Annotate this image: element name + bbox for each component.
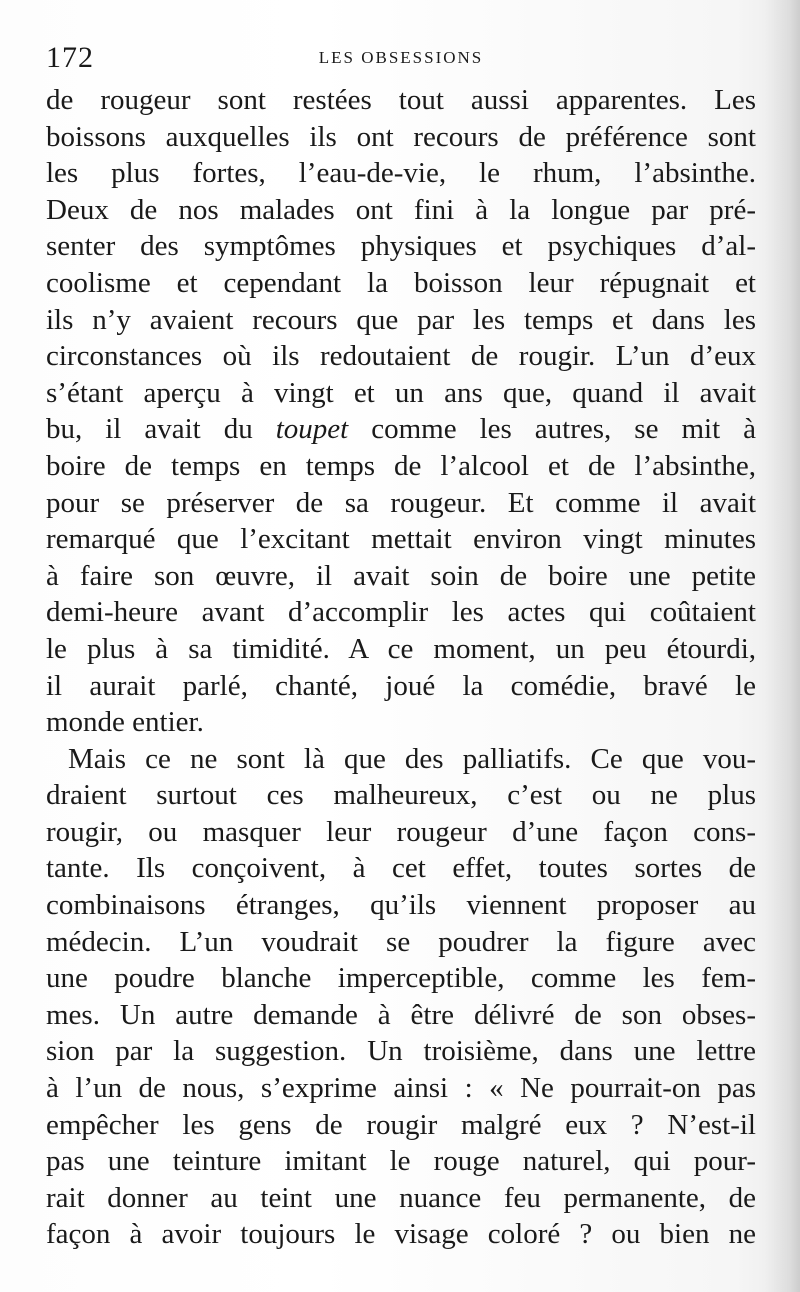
text-line: empêcher les gens de rougir malgré eux ? N’est-il bbox=[46, 1108, 756, 1141]
text-line-with-italic bbox=[46, 411, 756, 448]
page-edge-shadow bbox=[764, 0, 800, 1292]
text-line: il aurait parlé, chanté, joué la comédie, bravé le bbox=[46, 669, 756, 702]
text-line: combinaisons étranges, qu’ils viennent proposer au bbox=[46, 889, 756, 922]
text-line: façon à avoir toujours le visage coloré ? ou bien ne bbox=[46, 1218, 756, 1251]
text-line: pas une teinture imitant le rouge naturel, qui pour- bbox=[46, 1145, 756, 1178]
page-header bbox=[46, 38, 756, 78]
text-line: sion par la suggestion. Un troisième, dans une lettre bbox=[46, 1035, 756, 1068]
text-line: de rougeur sont restées tout aussi apparentes. Les bbox=[46, 84, 756, 116]
text-line: coolisme et cependant la boisson leur répugnait et bbox=[46, 266, 756, 299]
text-line: à faire son œuvre, il avait soin de boire une petite bbox=[46, 559, 756, 592]
text-line: Mais ce ne sont là que des palliatifs. Ce que vou- bbox=[68, 742, 756, 775]
text-line: boissons auxquelles ils ont recours de préférence sont bbox=[46, 120, 756, 153]
running-title: LES OBSESSIONS bbox=[318, 48, 484, 67]
text-line: à l’un de nous, s’exprime ainsi : « Ne pourrait-on pas bbox=[46, 1072, 756, 1105]
text-line: tante. Ils conçoivent, à cet effet, toutes sortes de bbox=[46, 852, 756, 885]
text-segment: bu, il avait du bbox=[46, 413, 276, 446]
paragraph-1 bbox=[46, 82, 756, 741]
text-line: pour se préserver de sa rougeur. Et comme il avait bbox=[46, 486, 756, 519]
text-line: ils n’y avaient recours que par les temps et dans les bbox=[46, 303, 756, 336]
text-line: senter des symptômes physiques et psychiques d’al- bbox=[46, 230, 756, 263]
text-line: monde entier. bbox=[46, 706, 204, 739]
text-line: s’étant aperçu à vingt et un ans que, quand il avait bbox=[46, 376, 756, 409]
text-line: circonstances où ils redoutaient de rougir. L’un d’eux bbox=[46, 340, 756, 373]
text-line: médecin. L’un voudrait se poudrer la figure avec bbox=[46, 925, 756, 958]
text-line: mes. Un autre demande à être délivré de son obses- bbox=[46, 998, 756, 1031]
text-line: boire de temps en temps de l’alcool et de l’absinthe, bbox=[46, 449, 756, 482]
text-line: les plus fortes, l’eau-de-vie, le rhum, l’absinthe. bbox=[46, 157, 756, 190]
text-line: le plus à sa timidité. A ce moment, un peu étourdi, bbox=[46, 632, 756, 665]
body-text bbox=[46, 82, 756, 1253]
text-line: draient surtout ces malheureux, c’est ou ne plus bbox=[46, 779, 756, 812]
italic-word: toupet bbox=[275, 413, 349, 446]
text-line: rougir, ou masquer leur rougeur d’une façon cons- bbox=[46, 815, 756, 848]
text-line: Deux de nos malades ont fini à la longue par pré- bbox=[46, 193, 756, 226]
text-line: une poudre blanche imperceptible, comme les fem- bbox=[46, 962, 756, 995]
page-number: 172 bbox=[46, 41, 94, 74]
paragraph-2 bbox=[46, 741, 756, 1253]
text-line: remarqué que l’excitant mettait environ vingt minutes bbox=[46, 523, 756, 556]
text-line: demi-heure avant d’accomplir les actes qui coûtaient bbox=[46, 596, 756, 629]
text-segment: comme les autres, se mit à bbox=[348, 413, 756, 446]
text-line: rait donner au teint une nuance feu permanente, de bbox=[46, 1181, 756, 1214]
